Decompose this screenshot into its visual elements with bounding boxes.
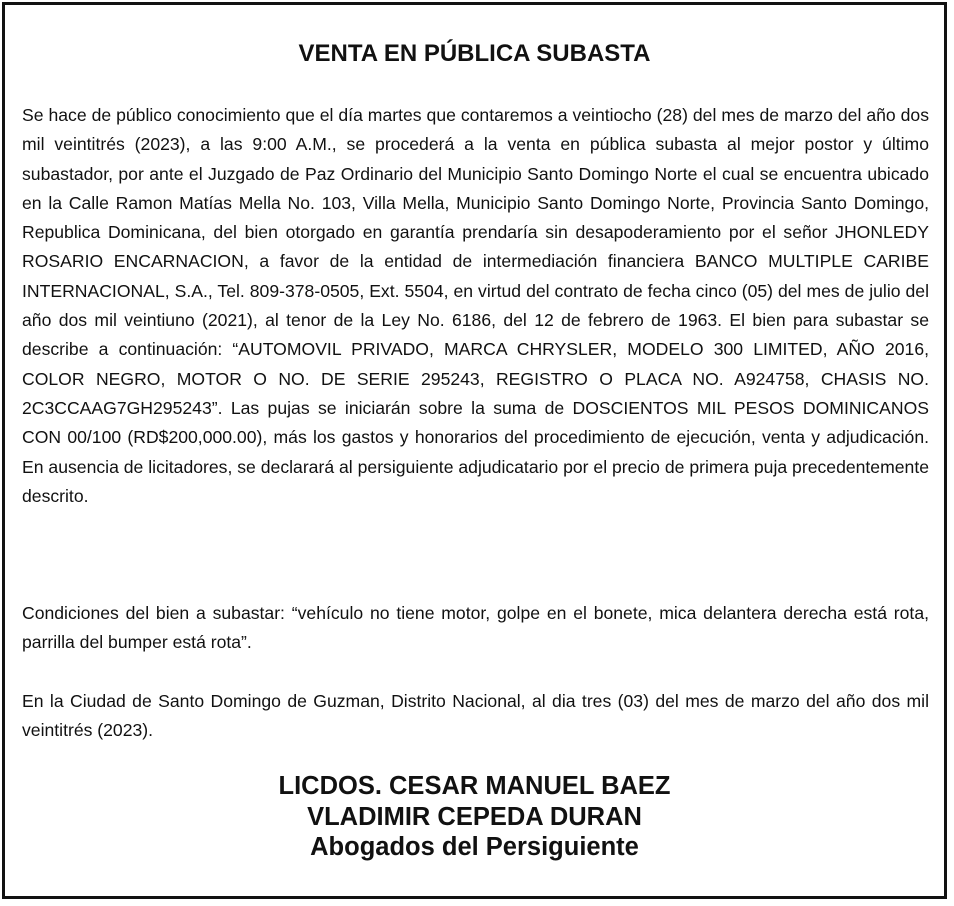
notice-paragraph-conditions: Condiciones del bien a subastar: “vehículo no tiene motor, golpe en el bonete, mica delantera derecha está rota, parrilla del bumper está rota”. [22,603,929,653]
notice-title: VENTA EN PÚBLICA SUBASTA [298,40,651,67]
legal-notice-frame [2,2,947,899]
signature-line-lawyer-1: LICDOS. CESAR MANUEL BAEZ [278,772,671,800]
signature-line-lawyer-2: VLADIMIR CEPEDA DURAN [307,802,642,831]
notice-paragraph-place-date: En la Ciudad de Santo Domingo de Guzman, Distrito Nacional, al dia tres (03) del mes de marzo del año dos mil veintitrés (2023). [22,691,929,741]
signature-line-role: Abogados del Persiguiente [310,833,639,861]
notice-paragraph-auction-details: Se hace de público conocimiento que el día martes que contaremos a veintiocho (28) del mes de marzo del año dos mil veintitrés (2023), a las 9:00 A.M., se procederá a la venta en pública subasta al mejor postor y último subastador, por ante el Juzgado de Paz Ordinario del Municipio Santo Domingo Norte el cual se encuentra ubicado en la Calle Ramon Matías Mella No. 103, Villa Mella, Municipio Santo Domingo Norte, Provincia Santo Domingo, Republica Dominicana, del bien otorgado en garantía prendaría sin desapoderamiento por el señor JHONLEDY ROSARIO ENCARNACION, a favor de la entidad de intermediación financiera BANCO MULTIPLE CARIBE INTERNACIONAL, S.A., Tel. 809-378-0505, Ext. 5504, en virtud del contrato de fecha cinco (05) del mes de julio del año dos mil veintiuno (2021), al tenor de la Ley No. 6186, del 12 de febrero de 1963. El bien para subastar se describe a continuación: “AUTOMOVIL PRIVADO, MARCA CHRYSLER, MODELO 300 LIMITED, AÑO 2016, COLOR NEGRO, MOTOR O NO. DE SERIE 295243, REGISTRO O PLACA NO. A924758, CHASIS NO. 2C3CCAAG7GH295243”. Las pujas se iniciarán sobre la suma de DOSCIENTOS MIL PESOS DOMINICANOS CON 00/100 (RD$200,000.00), más los gastos y honorarios del procedimiento de ejecución, venta y adjudicación. En ausencia de licitadores, se declarará al persiguiente adjudicatario por el precio de primera puja precedentemente descrito. [22,105,929,506]
signature-block [5,771,944,863]
